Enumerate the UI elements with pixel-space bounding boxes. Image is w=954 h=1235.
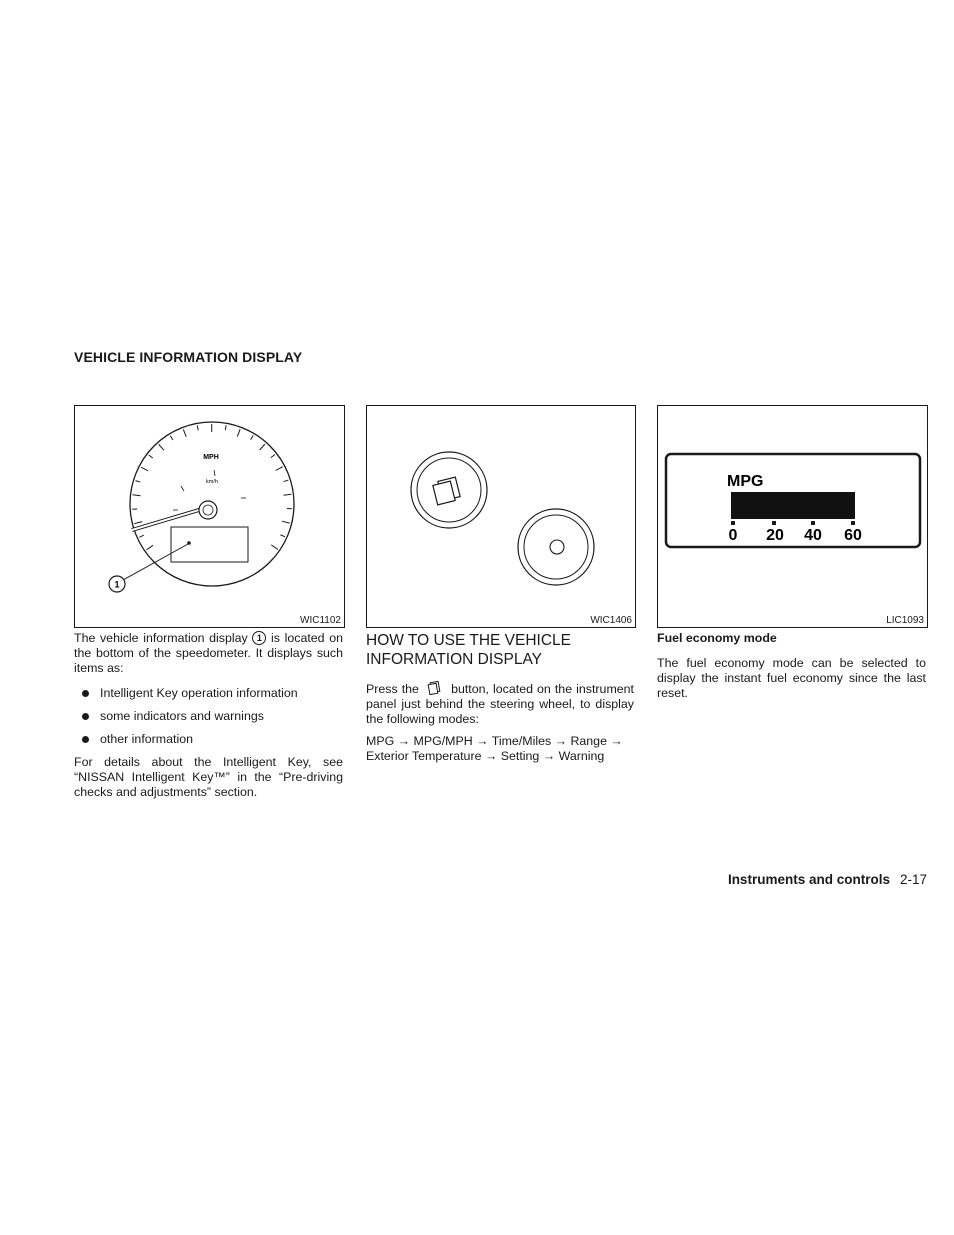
press-text: button, located on the instrument panel just behind the steering wheel, to display the following modes: xyxy=(366,682,634,726)
bullet-icon xyxy=(82,736,89,743)
bullet-icon xyxy=(82,690,89,697)
buttons-figure xyxy=(366,405,636,628)
bullet-icon xyxy=(82,713,89,720)
speedometer-figure xyxy=(74,405,345,628)
footer-section: Instruments and controls xyxy=(727,872,890,887)
speedometer-tick xyxy=(135,481,140,482)
list-item-text: other information xyxy=(100,732,193,746)
mpg-bar xyxy=(731,492,855,519)
display-button-icon xyxy=(433,477,460,505)
kmh-label: km/h xyxy=(206,479,218,485)
intro-text: The vehicle information display xyxy=(74,631,248,645)
figure-code: LIC1093 xyxy=(886,615,924,626)
speedometer-tick xyxy=(225,425,226,430)
list-item-text: Intelligent Key operation information xyxy=(100,686,298,700)
speedometer-tick xyxy=(133,495,141,496)
figure-code: WIC1102 xyxy=(300,615,341,626)
speedometer-tick xyxy=(280,535,285,537)
mph-label: MPH xyxy=(203,454,219,461)
speedometer-tick xyxy=(159,444,164,450)
buttons-illustration xyxy=(367,406,635,627)
how-to-heading: HOW TO USE THE VEHICLE INFORMATION DISPLAY xyxy=(366,632,571,668)
speedometer-tick xyxy=(183,429,186,436)
scale-label: 40 xyxy=(804,527,822,544)
callout-number: 1 xyxy=(252,631,266,645)
scale-label: 20 xyxy=(766,527,784,544)
speedometer-illustration xyxy=(75,406,344,627)
page-number: 2-17 xyxy=(899,872,927,887)
speedometer-tick xyxy=(170,436,173,440)
speedometer-tick xyxy=(282,521,290,523)
speedometer-tick xyxy=(139,535,144,537)
intro-text: is located on the bottom of the speedometer. It displays such items as: xyxy=(74,631,343,675)
speedometer-tick xyxy=(284,480,289,481)
mpg-display-figure xyxy=(657,405,928,628)
speedometer-tick xyxy=(146,545,153,550)
fuel-economy-paragraph: The fuel economy mode can be selected to display the instant fuel economy since the last reset. xyxy=(657,656,926,700)
details-paragraph: For details about the Intelligent Key, see “NISSAN Intelligent Key™” in the “Pre-driving checks and adjustments” section. xyxy=(74,755,343,799)
callout-number: 1 xyxy=(114,579,120,590)
mpg-display-illustration xyxy=(658,406,927,627)
speedometer-tick xyxy=(283,494,291,495)
speedometer-tick xyxy=(237,429,240,436)
mpg-title: MPG xyxy=(727,473,764,490)
fuel-economy-heading: Fuel economy mode xyxy=(657,631,777,645)
list-item-text: some indicators and warnings xyxy=(100,709,264,723)
display-button-icon xyxy=(427,681,441,695)
speedometer-tick xyxy=(197,425,198,430)
press-paragraph xyxy=(366,681,634,727)
page-footer xyxy=(728,872,927,887)
section-title: VEHICLE INFORMATION DISPLAY xyxy=(74,349,303,365)
column-2 xyxy=(366,631,634,771)
speedometer-tick xyxy=(149,455,153,458)
scale-label: 60 xyxy=(844,527,862,544)
press-text: Press the xyxy=(366,682,419,696)
column-3 xyxy=(657,631,926,708)
list-item xyxy=(74,686,343,701)
speedometer-tick xyxy=(271,545,278,550)
scale-label: 0 xyxy=(728,527,738,544)
modes-paragraph: MPG → MPG/MPH → Time/Miles → Range → Exterior Temperature → Setting → Warning xyxy=(366,734,623,763)
list-item xyxy=(74,732,343,747)
speedometer-tick xyxy=(271,455,275,458)
intro-paragraph xyxy=(74,631,343,676)
speedometer-tick xyxy=(134,522,142,524)
speedometer-tick xyxy=(141,467,148,471)
bullet-list xyxy=(74,686,343,747)
speedometer-tick xyxy=(276,467,283,471)
column-1 xyxy=(74,631,343,807)
list-item xyxy=(74,709,343,724)
figure-code: WIC1406 xyxy=(590,615,632,626)
speedometer-tick xyxy=(251,435,254,439)
speedometer-tick xyxy=(260,444,265,450)
